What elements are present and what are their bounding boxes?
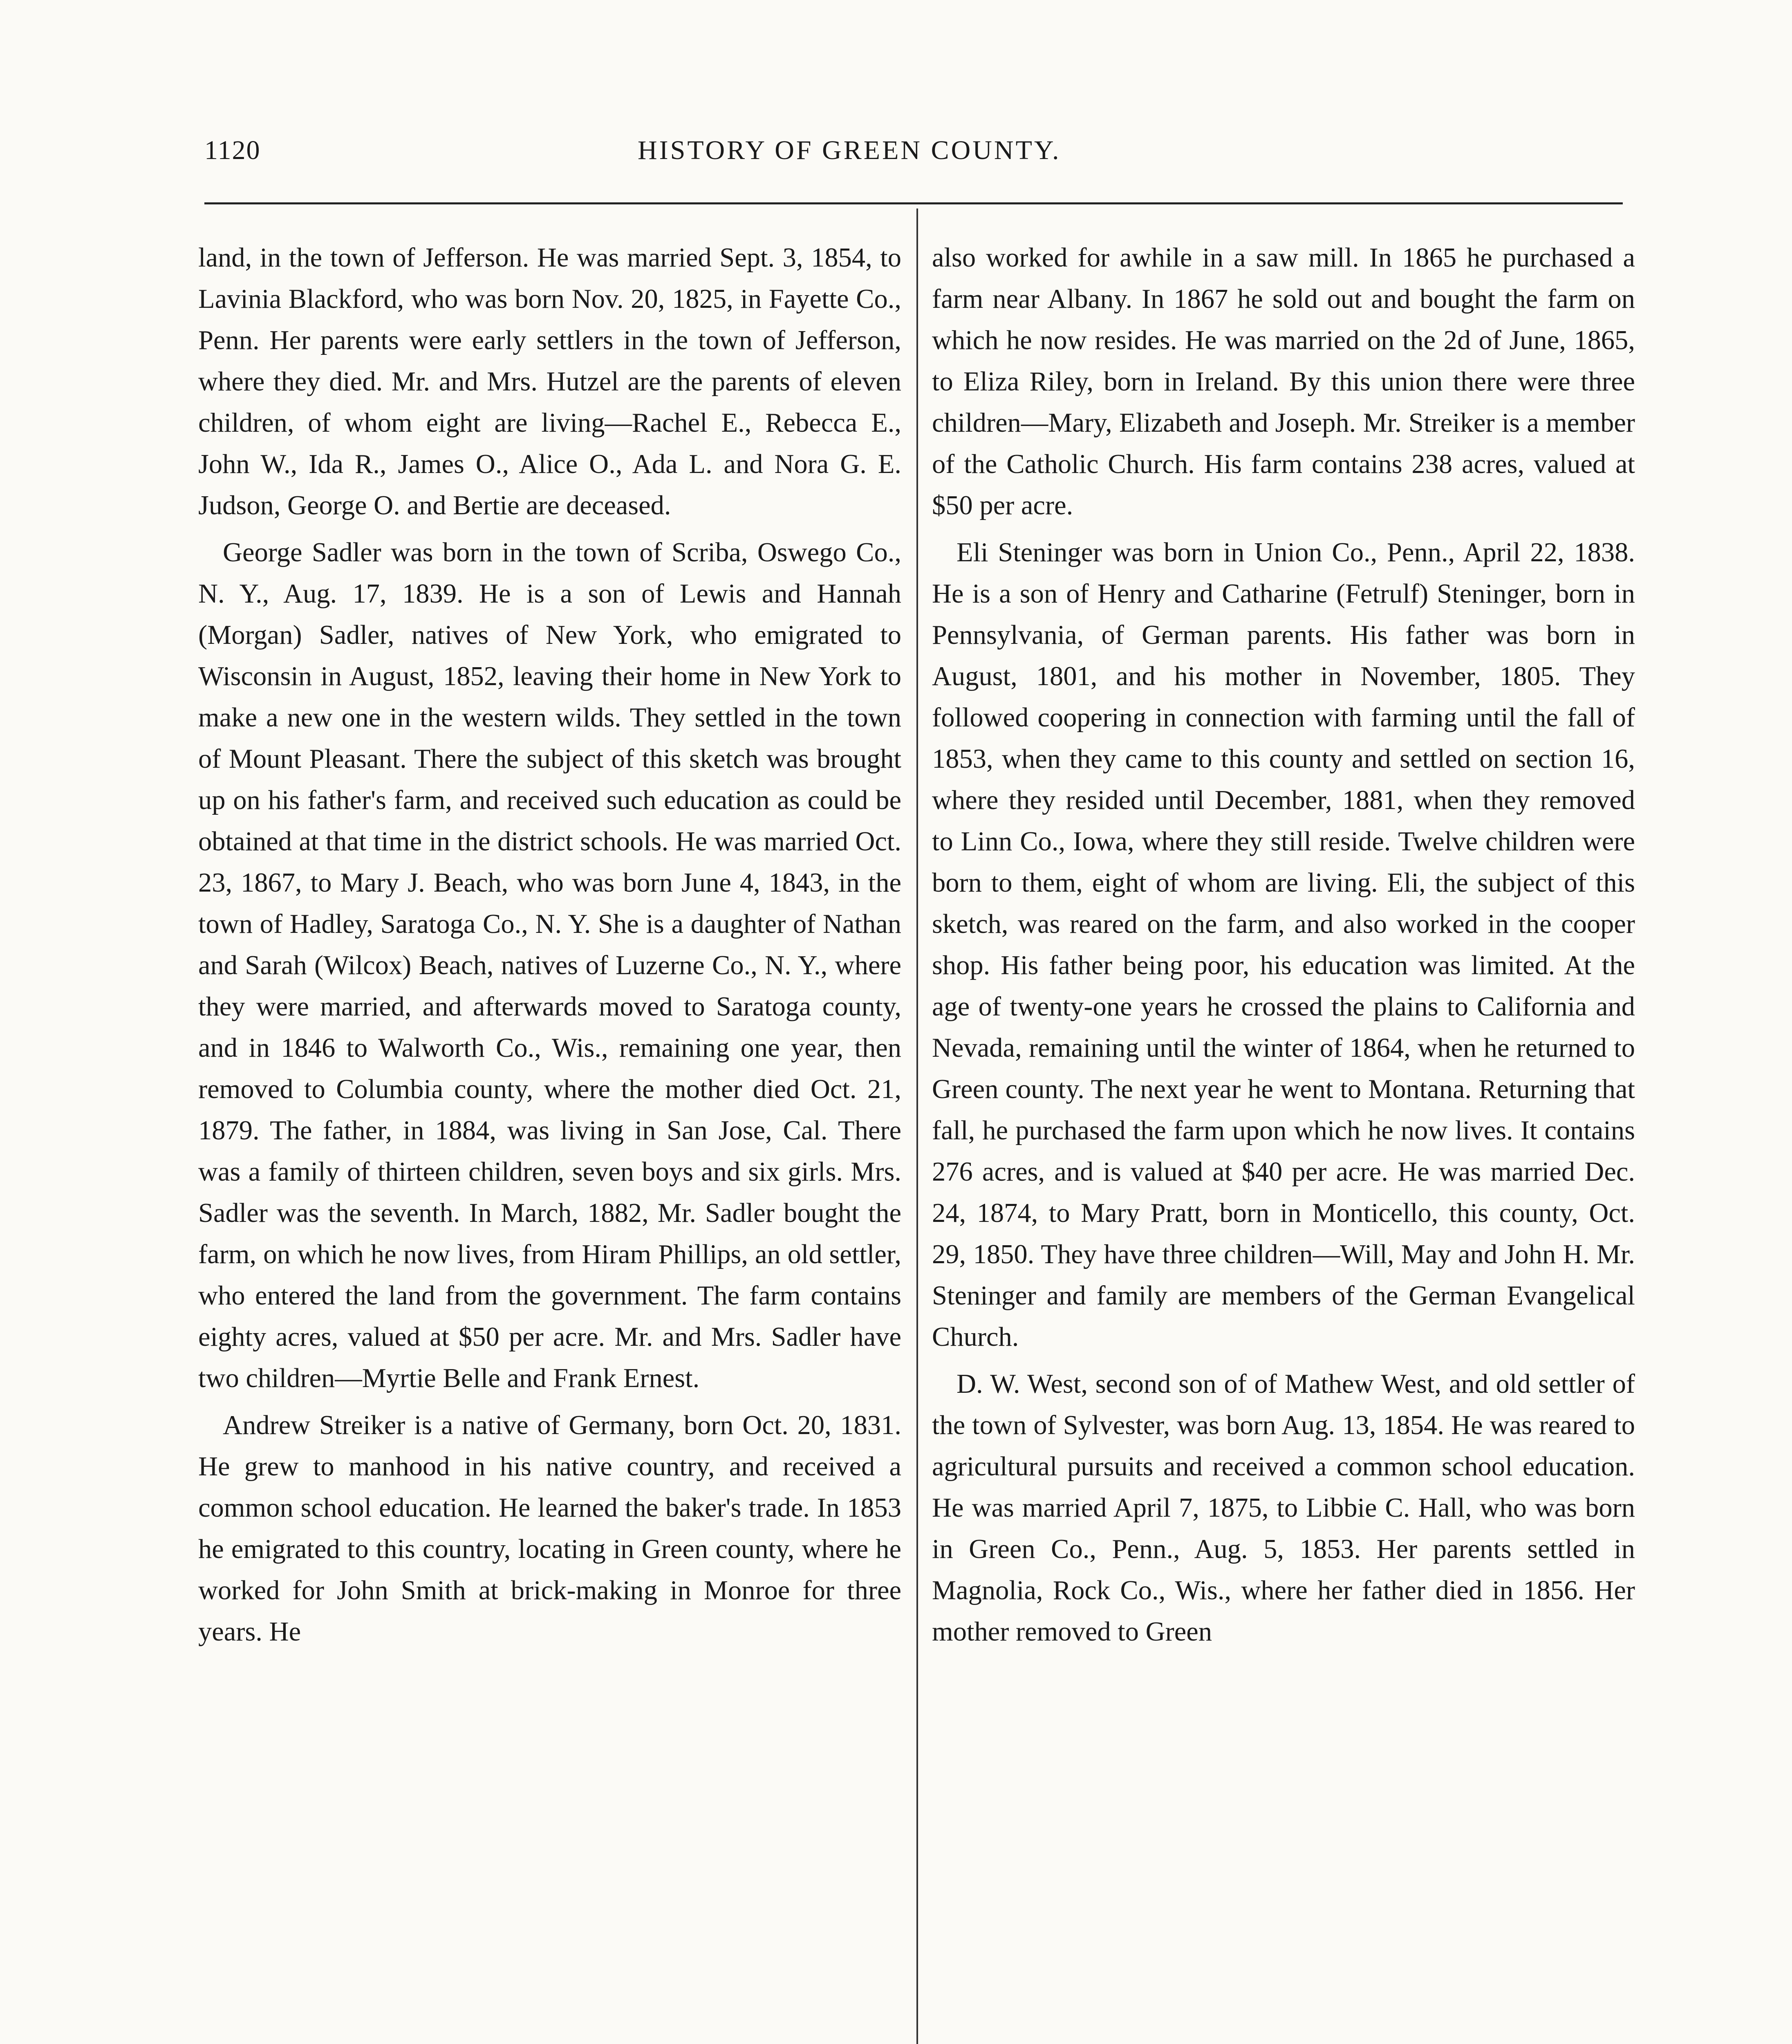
running-title: HISTORY OF GREEN COUNTY. [638, 135, 1061, 165]
right-column [932, 237, 1635, 2044]
header-rule [204, 202, 1623, 204]
paragraph-dw-west: D. W. West, second son of of Mathew West, and old settler of the town of Sylvester, was born Aug. 13, 1854. He was reared to agricultural pursuits and received a common school education. He was married April 7, 1875, to Libbie C. Hall, who was born in Green Co., Penn., Aug. 5, 1853. Her parents settled in Magnolia, Rock Co., Wis., where her father died in 1856. Her mother removed to Green [932, 1369, 1635, 1647]
left-column [198, 237, 901, 2044]
page-number: 1120 [204, 135, 261, 165]
column-divider [916, 208, 918, 2044]
paragraph-andrew-streiker: Andrew Streiker is a native of Germany, born Oct. 20, 1831. He grew to manhood in his native country, and received a common school education. He learned the baker's trade. In 1853 he emigrated to this country, locating in Green county, where he worked for John Smith at brick-making in Monroe for three years. He [198, 1410, 901, 1647]
paragraph-streiker-continued: also worked for awhile in a saw mill. In 1865 he purchased a farm near Albany. In 1867 he sold out and bought the farm on which he now resides. He was married on the 2d of June, 1865, to Eliza Riley, born in Ireland. By this union there were three children—Mary, Elizabeth and Joseph. Mr. Streiker is a member of the Catholic Church. His farm contains 238 acres, valued at $50 per acre. [932, 243, 1635, 520]
paragraph-hutzel-continued: land, in the town of Jefferson. He was married Sept. 3, 1854, to Lavinia Blackford, who was born Nov. 20, 1825, in Fayette Co., Penn. Her parents were early settlers in the town of Jefferson, where they died. Mr. and Mrs. Hutzel are the parents of eleven children, of whom eight are living—Rachel E., Rebecca E., John W., Ida R., James O., Alice O., Ada L. and Nora G. E. Judson, George O. and Bertie are deceased. [198, 243, 901, 520]
paragraph-george-sadler: George Sadler was born in the town of Scriba, Oswego Co., N. Y., Aug. 17, 1839. He is a son of Lewis and Hannah (Morgan) Sadler, natives of New York, who emigrated to Wisconsin in August, 1852, leaving their home in New York to make a new one in the western wilds. They settled in the town of Mount Pleasant. There the subject of this sketch was brought up on his father's farm, and received such education as could be obtained at that time in the district schools. He was married Oct. 23, 1867, to Mary J. Beach, who was born June 4, 1843, in the town of Hadley, Saratoga Co., N. Y. She is a daughter of Nathan and Sarah (Wilcox) Beach, natives of Luzerne Co., N. Y., where they were married, and afterwards moved to Saratoga county, and in 1846 to Walworth Co., Wis., remaining one year, then removed to Columbia county, where the mother died Oct. 21, 1879. The father, in 1884, was living in San Jose, Cal. There was a family of thirteen children, seven boys and six girls. Mrs. Sadler was the seventh. In March, 1882, Mr. Sadler bought the farm, on which he now lives, from Hiram Phillips, an old settler, who entered the land from the government. The farm contains eighty acres, valued at $50 per acre. Mr. and Mrs. Sadler have two children—Myrtie Belle and Frank Ernest. [198, 538, 901, 1393]
paragraph-eli-steninger: Eli Steninger was born in Union Co., Penn., April 22, 1838. He is a son of Henry and Catharine (Fetrulf) Steninger, born in Pennsylvania, of German parents. His father was born in August, 1801, and his mother in November, 1805. They followed coopering in connection with farming until the fall of 1853, when they came to this county and settled on section 16, where they resided until December, 1881, when they removed to Linn Co., Iowa, where they still reside. Twelve children were born to them, eight of whom are living. Eli, the subject of this sketch, was reared on the farm, and also worked in the cooper shop. His father being poor, his education was limited. At the age of twenty-one years he crossed the plains to California and Nevada, remaining until the winter of 1864, when he returned to Green county. The next year he went to Montana. Returning that fall, he purchased the farm upon which he now lives. It contains 276 acres, and is valued at $40 per acre. He was married Dec. 24, 1874, to Mary Pratt, born in Monticello, this county, Oct. 29, 1850. They have three children—Will, May and John H. Mr. Steninger and family are members of the German Evangelical Church. [932, 538, 1635, 1352]
